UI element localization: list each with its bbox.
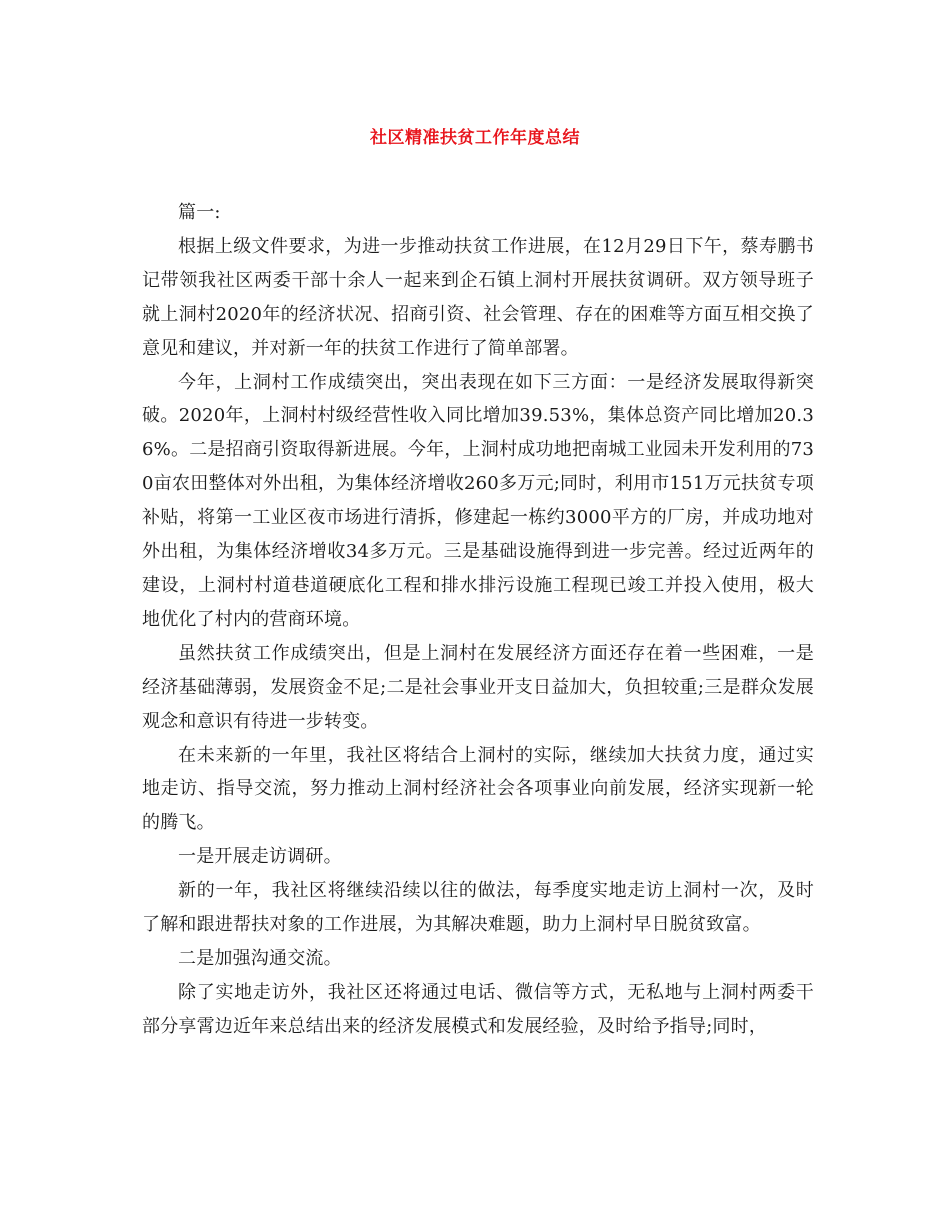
- paragraph-heading-communication: 二是加强沟通交流。: [178, 947, 342, 969]
- document-title: 社区精准扶贫工作年度总结: [370, 128, 580, 148]
- paragraph-visits: 新的一年，我社区将继续沿续以往的做法，每季度实地走访上洞村一次，及时了解和跟进帮扶对象的工作进展，为其解决难题，助力上洞村早日脱贫致富。: [142, 880, 814, 936]
- paragraph-plan: 在未来新的一年里，我社区将结合上洞村的实际，继续加大扶贫力度，通过实地走访、指导交流，努力推动上洞村经济社会各项事业向前发展，经济实现新一轮的腾飞。: [142, 744, 814, 834]
- paragraph-achievements: 今年，上洞村工作成绩突出，突出表现在如下三方面：一是经济发展取得新突破。2020年，上洞村村级经营性收入同比增加39.53%，集体总资产同比增加20.36%。二是招商引资取得新进展。今年，上洞村成功地把南城工业园未开发利用的730亩农田整体对外出租，为集体经济增收260多万元;同时，利用市151万元扶贫专项补贴，将第一工业区夜市场进行清拆，修建起一栋约3000平方的厂房，并成功地对外出租，为集体经济增收34多万元。三是基础设施得到进一步完善。经过近两年的建设，上洞村村道巷道硬底化工程和排水排污设施工程现已竣工并投入使用，极大地优化了村内的营商环境。: [142, 371, 814, 630]
- paragraph-difficulties: 虽然扶贫工作成绩突出，但是上洞村在发展经济方面还存在着一些困难，一是经济基础薄弱，发展资金不足;二是社会事业开支日益加大，负担较重;三是群众发展观念和意识有待进一步转变。: [142, 642, 814, 732]
- paragraph-intro: 根据上级文件要求，为进一步推动扶贫工作进展，在12月29日下午，蔡寿鹏书记带领我社区两委干部十余人一起来到企石镇上洞村开展扶贫调研。双方领导班子就上洞村2020年的经济状况、招商引资、社会管理、存在的困难等方面互相交换了意见和建议，并对新一年的扶贫工作进行了简单部署。: [142, 235, 814, 359]
- paragraph-communication: 除了实地走访外，我社区还将通过电话、微信等方式，无私地与上洞村两委干部分享霄边近年来总结出来的经济发展模式和发展经验，及时给予指导;同时，: [142, 981, 814, 1037]
- document-body: [142, 196, 814, 1044]
- paragraph-section-label: 篇一:: [178, 202, 221, 223]
- paragraph-heading-visits: 一是开展走访调研。: [178, 846, 342, 868]
